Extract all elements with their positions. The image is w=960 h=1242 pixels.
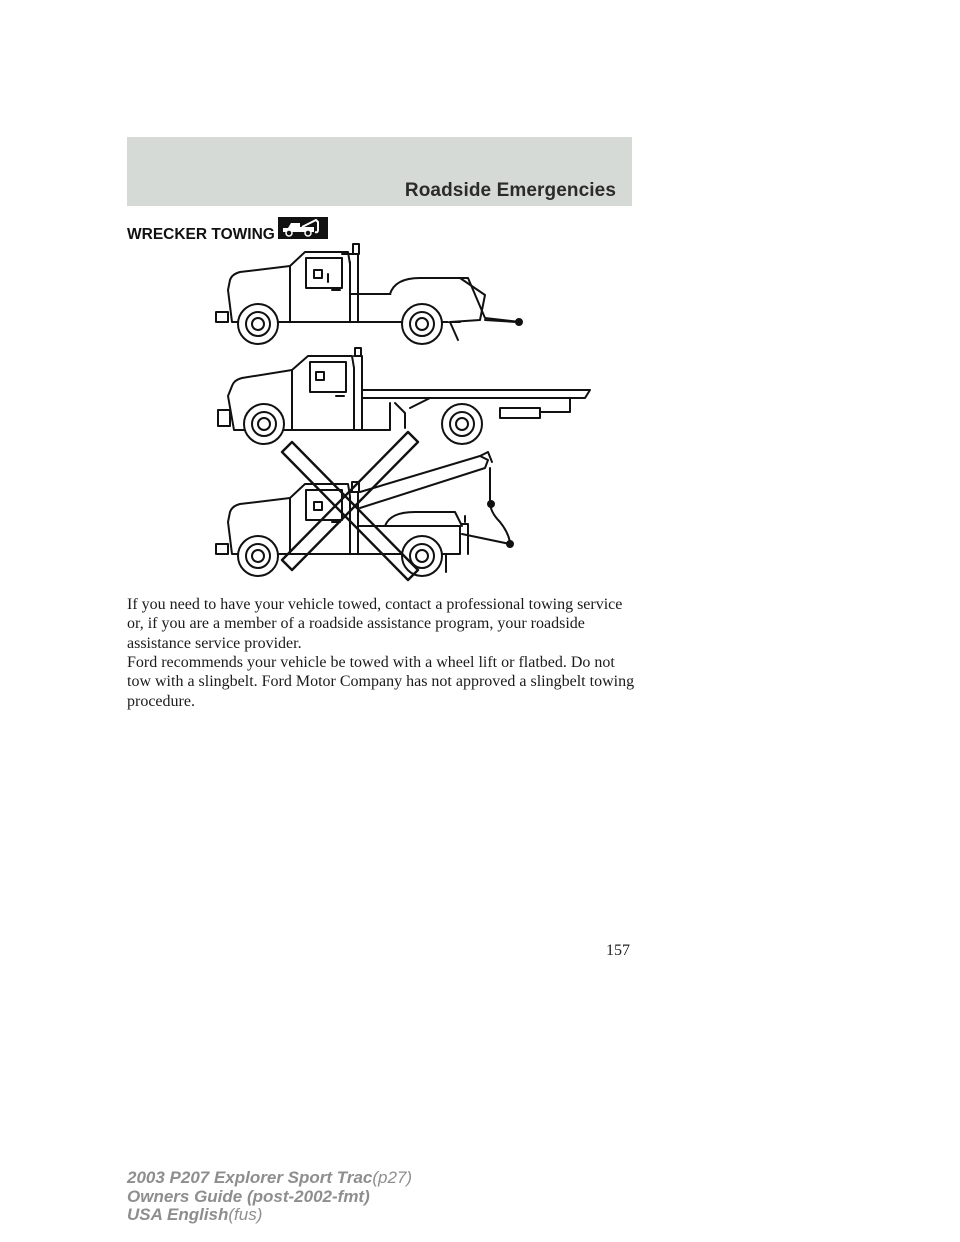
footer-line-language: USA English(fus) bbox=[127, 1205, 263, 1224]
towing-methods-illustration bbox=[210, 240, 600, 585]
footer-line-guide: Owners Guide (post-2002-fmt) bbox=[127, 1186, 370, 1206]
footer-line-model: 2003 P207 Explorer Sport Trac(p27) bbox=[127, 1168, 413, 1187]
wheel-lift-truck bbox=[216, 244, 522, 344]
slingbelt-truck bbox=[216, 432, 513, 580]
document-footer bbox=[127, 1169, 412, 1225]
flatbed-truck bbox=[218, 348, 590, 444]
paragraph-towing-contact: If you need to have your vehicle towed, contact a professional towing service or, if you are a member of a roadside assistance program, your roadside assistance service provider. bbox=[127, 596, 623, 652]
header-band bbox=[127, 137, 632, 206]
section-heading-text: WRECKER TOWING bbox=[127, 225, 275, 243]
page-number: 157 bbox=[606, 942, 630, 959]
page-section-title: Roadside Emergencies bbox=[404, 180, 616, 201]
paragraph-towing-recommendation: Ford recommends your vehicle be towed with a wheel lift or flatbed. Do not tow with a slingbelt. Ford Motor Company has not approved a slingbelt towing procedure. bbox=[127, 654, 635, 710]
